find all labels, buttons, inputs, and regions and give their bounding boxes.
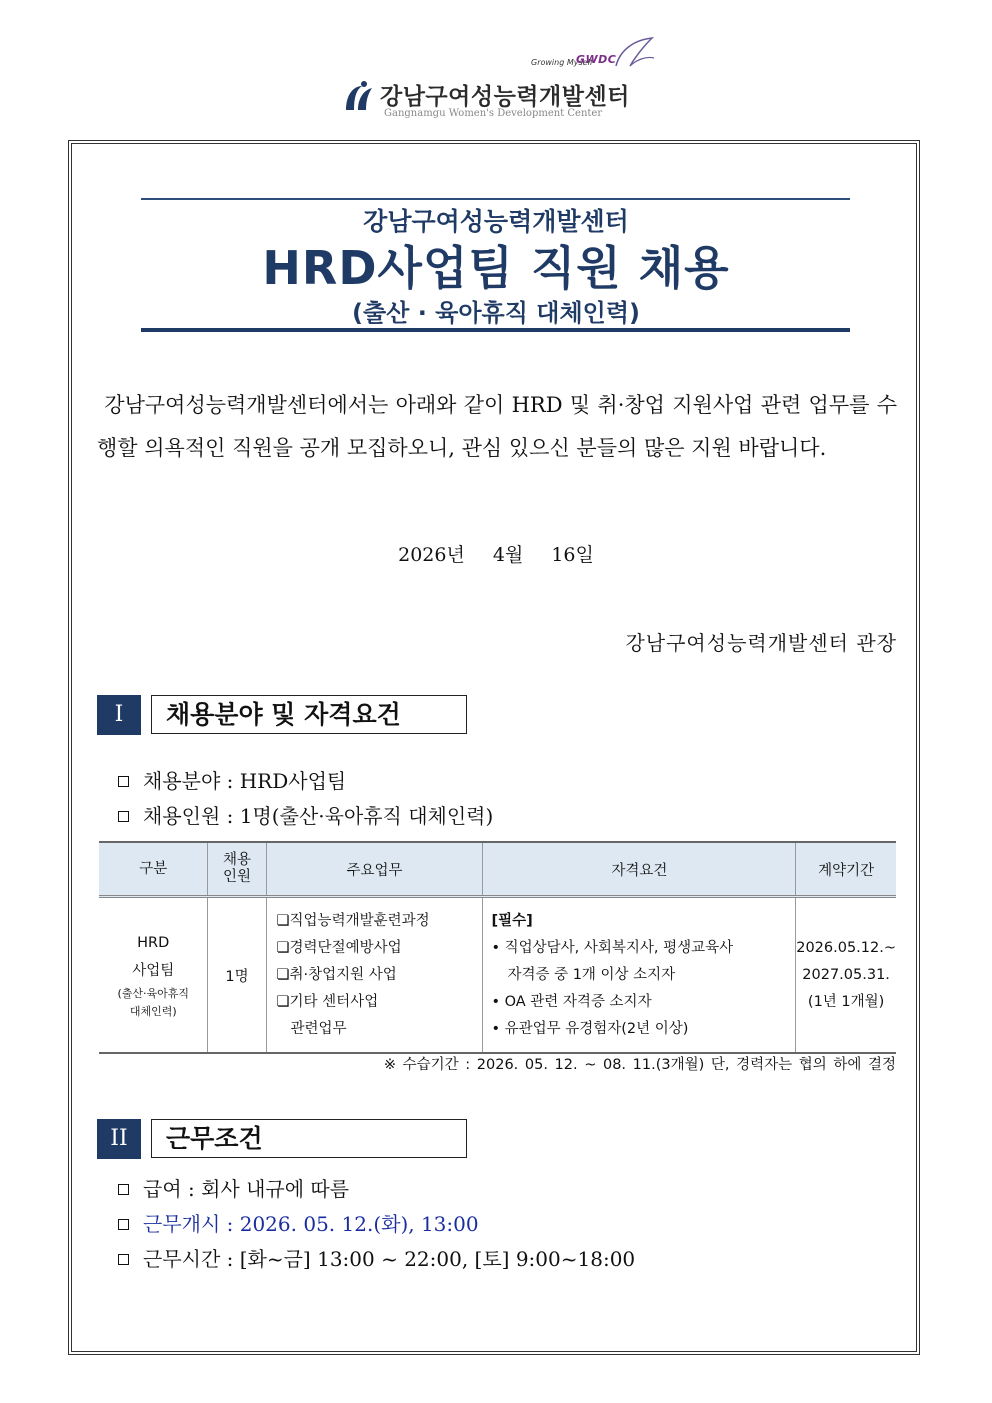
logo-name: 강남구여성능력개발센터 — [380, 84, 630, 110]
page-title: HRD사업팀 직원 채용 — [262, 241, 730, 295]
notice-date: 2026년 4월 16일 — [398, 544, 594, 566]
section-2-title: 근무조건 — [151, 1119, 467, 1158]
table-header-row — [99, 842, 896, 897]
bullet-hours: 근무시간 : [화~금] 13:00 ~ 22:00, [토] 9:00~18:00 — [118, 1243, 635, 1272]
title-rule-bottom — [141, 328, 850, 332]
title-rule-top — [141, 198, 850, 200]
bullet-start: 근무개시 : 2026. 05. 12.(화), 13:00 — [118, 1208, 479, 1237]
section-1-number: I — [97, 695, 141, 735]
header-qualifications: 자격요건 — [483, 842, 796, 897]
square-bullet-icon — [118, 1219, 129, 1230]
header-period: 계약기간 — [796, 842, 896, 897]
page-subtitle: (출산 · 육아휴직 대체인력) — [352, 299, 640, 327]
bullet-salary: 급여 : 회사 내규에 따름 — [118, 1173, 349, 1202]
cell-count: 1명 — [208, 897, 266, 1054]
square-bullet-icon — [118, 776, 129, 787]
requirements-table — [99, 841, 896, 1054]
header-category: 구분 — [99, 842, 208, 897]
cell-qualifications: [필수] • 직업상담사, 사회복지사, 평생교육사 자격증 중 1개 이상 소지자 • OA 관련 자격증 소지자 • 유관업무 유경험자(2년 이상) — [483, 897, 796, 1054]
center-logo — [338, 36, 658, 122]
butterfly-icon — [606, 36, 656, 72]
header-duties: 주요업무 — [266, 842, 483, 897]
square-bullet-icon — [118, 1254, 129, 1265]
logo-name-en: Gangnamgu Women's Development Center — [384, 108, 603, 119]
header-count: 채용 인원 — [208, 842, 266, 897]
bullet-field: 채용분야 : HRD사업팀 — [118, 765, 346, 794]
title-org: 강남구여성능력개발센터 — [363, 207, 629, 236]
table-row — [99, 897, 896, 1054]
signature: 강남구여성능력개발센터 관장 — [625, 631, 897, 655]
logo-mark-icon — [340, 80, 374, 112]
cell-category: HRD 사업팀 (출산·육아휴직 대체인력) — [99, 897, 208, 1054]
bullet-headcount: 채용인원 : 1명(출산·육아휴직 대체인력) — [118, 800, 493, 829]
square-bullet-icon — [118, 1184, 129, 1195]
section-2-number: II — [97, 1119, 141, 1159]
logo-brand: GWDC — [576, 53, 617, 66]
logo-tagline: Growing Myself — [531, 58, 593, 67]
cell-period: 2026.05.12.~ 2027.05.31. (1년 1개월) — [796, 897, 896, 1054]
intro-paragraph: 강남구여성능력개발센터에서는 아래와 같이 HRD 및 취·창업 지원사업 관련 업무를 수행할 의욕적인 직원을 공개 모집하오니, 관심 있으신 분들의 많은 지원 바랍니다. — [97, 393, 897, 460]
cell-duties: ❏직업능력개발훈련과정 ❏경력단절예방사업 ❏취·창업지원 사업 ❏기타 센터사업 관련업무 — [266, 897, 483, 1054]
section-1-title: 채용분야 및 자격요건 — [151, 695, 467, 734]
square-bullet-icon — [118, 811, 129, 822]
probation-note: ※ 수습기간 : 2026. 05. 12. ~ 08. 11.(3개월) 단, 경력자는 협의 하에 결정 — [383, 1057, 896, 1073]
